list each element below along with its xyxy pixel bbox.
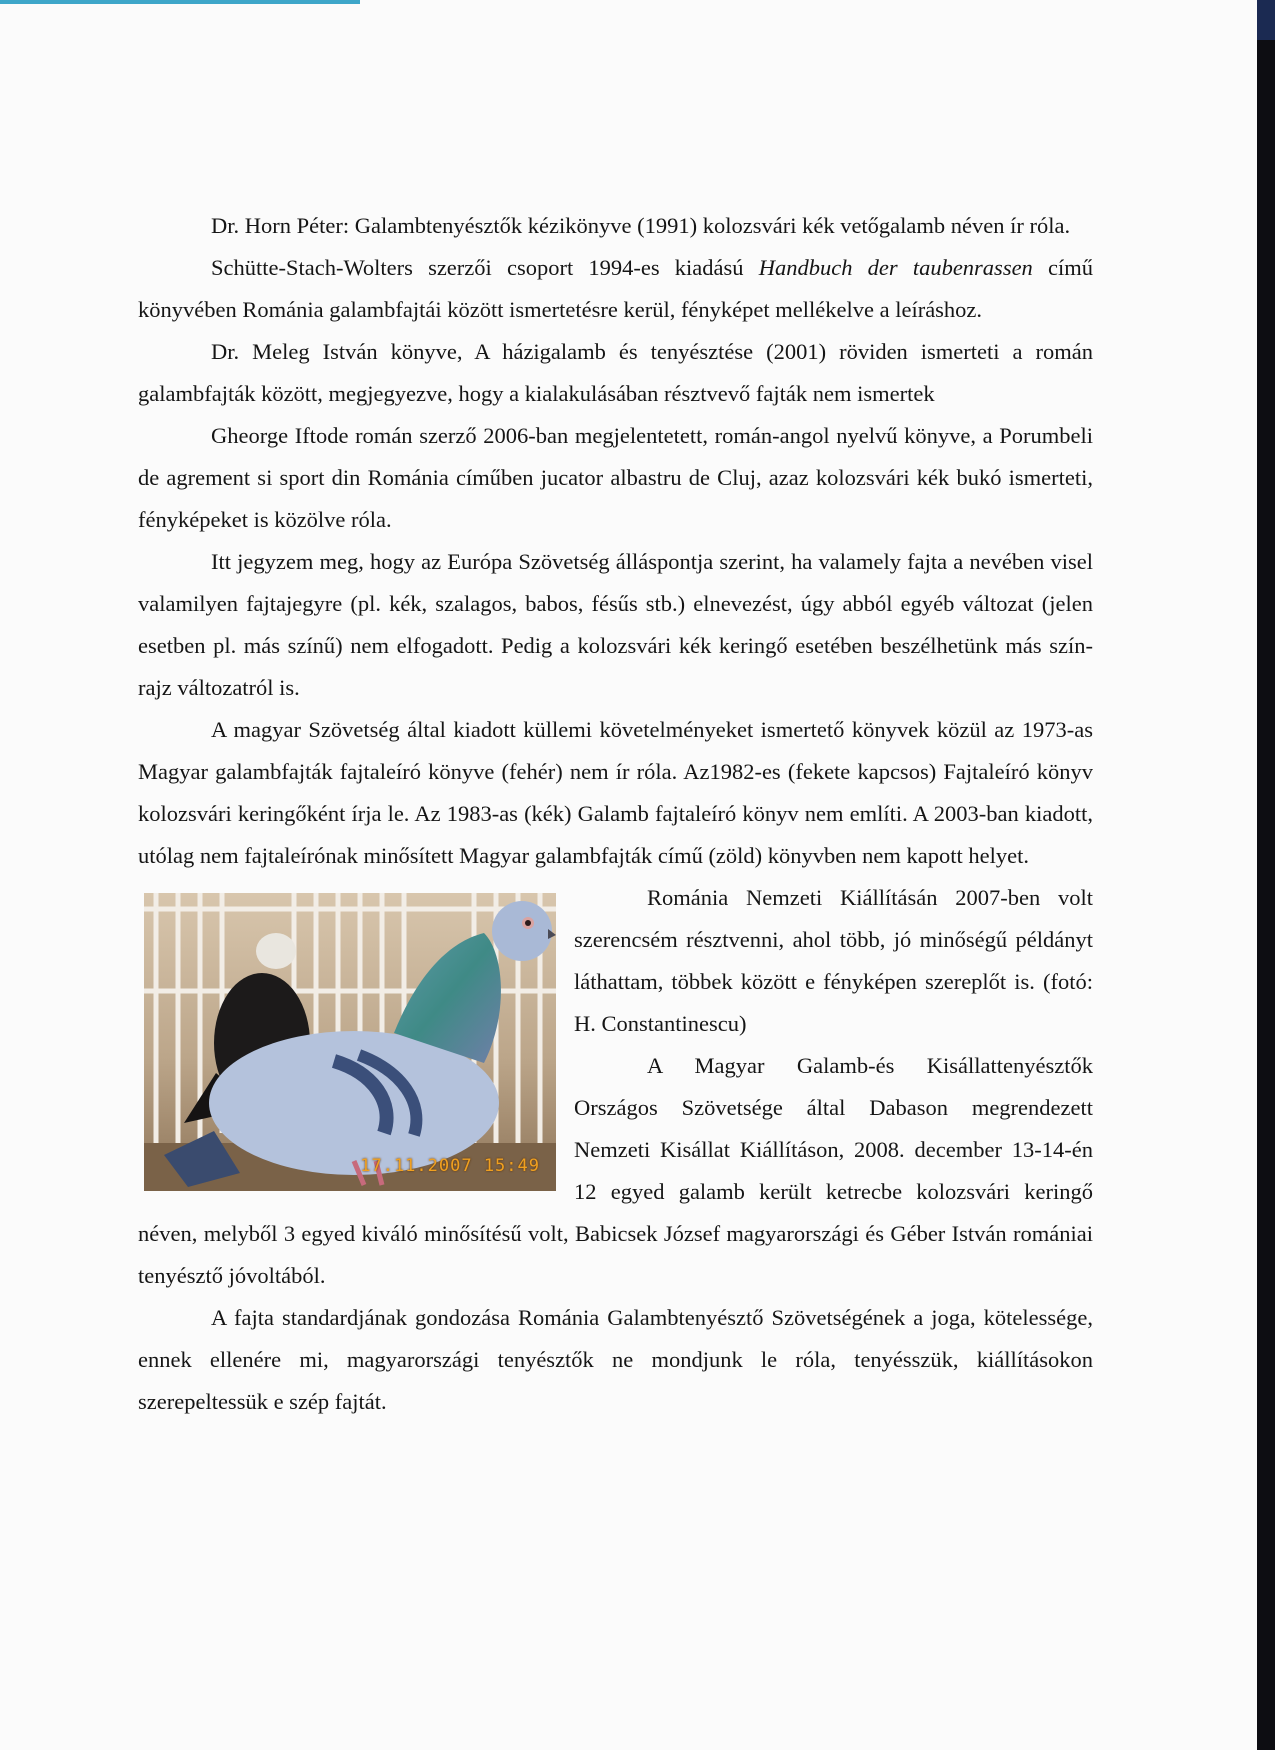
paragraph-dabas: A Magyar Galamb-és Kisállattenyésztők Országos Szövetsége által Dabason megrendezett Nemzeti Kisállat Kiállításon, 2008. december 13-14-én 12 egyed galamb került ketrecbe kolozsvári keringő néven, melyből 3 egyed kiváló minősítésű volt, Babicsek József magyarországi és Géber István romániai tenyésztő jóvoltából. xyxy=(138,1053,1093,1288)
document-page xyxy=(138,205,1093,1423)
paragraph-handbuch-text-2: című könyvében Románia galambfajtái között ismertetésre kerül, fényképet mellékelve a leíráshoz. xyxy=(138,255,1093,322)
pigeon-photo-image xyxy=(144,893,556,1191)
paragraph-handbuch-text-1: Schütte-Stach-Wolters szerzői csoport 1994-es kiadású xyxy=(211,255,759,280)
pigeon-photo xyxy=(144,893,556,1191)
paragraph-standard: A fajta standardjának gondozása Románia Galambtenyésztő Szövetségének a joga, kötelessége, ennek ellenére mi, magyarországi tenyésztők ne mondjunk le róla, tenyésszük, kiállításokon szerepeltessük e szép fajtát. xyxy=(138,1305,1093,1414)
photo-timestamp: 17.11.2007 15:49 xyxy=(360,1156,540,1176)
paragraph-romania-kiallitas: Románia Nemzeti Kiállításán 2007-ben volt szerencsém résztvenni, ahol több, jó minőségű példányt láthattam, többek között e fényképen szereplőt is. (fotó: H. Constantinescu) xyxy=(574,885,1093,1036)
scan-edge-right xyxy=(1257,0,1275,1750)
paragraph-handbuch xyxy=(138,247,1093,331)
paragraph-iftode: Gheorge Iftode román szerző 2006-ban megjelentetett, román-angol nyelvű könyve, a Porumbeli de agrement si sport din Románia címűben jucator albastru de Cluj, azaz kolozsvári kék bukó ismerteti, fényképeket is közölve róla. xyxy=(138,423,1093,532)
scan-edge-corner xyxy=(1257,0,1275,40)
paragraph-europa: Itt jegyzem meg, hogy az Európa Szövetség álláspontja szerint, ha valamely fajta a nevében visel valamilyen fajtajegyre (pl. kék, szalagos, babos, fésűs stb.) elnevezést, úgy abból egyéb változat (jelen esetben pl. más színű) nem elfogadott. Pedig a kolozsvári kék keringő esetében beszélhetünk más szín-rajz változatról is. xyxy=(138,549,1093,700)
scan-edge-top xyxy=(0,0,360,4)
book-title: Handbuch der taubenrassen xyxy=(758,255,1033,280)
paragraph-magyar-szovetseg: A magyar Szövetség által kiadott küllemi követelményeket ismertető könyvek közül az 1973-as Magyar galambfajták fajtaleíró könyve (fehér) nem ír róla. Az1982-es (fekete kapcsos) Fajtaleíró könyv kolozsvári keringőként írja le. Az 1983-as (kék) Galamb fajtaleíró könyv nem említi. A 2003-ban kiadott, utólag nem fajtaleírónak minősített Magyar galambfajták című (zöld) könyvben nem kapott helyet. xyxy=(138,717,1093,868)
paragraph-horn: Dr. Horn Péter: Galambtenyésztők kézikönyve (1991) kolozsvári kék vetőgalamb néven ír róla. xyxy=(211,213,1071,238)
paragraph-meleg: Dr. Meleg István könyve, A házigalamb és tenyésztése (2001) röviden ismerteti a román galambfajták között, megjegyezve, hogy a kialakulásában résztvevő fajták nem ismertek xyxy=(138,339,1093,406)
